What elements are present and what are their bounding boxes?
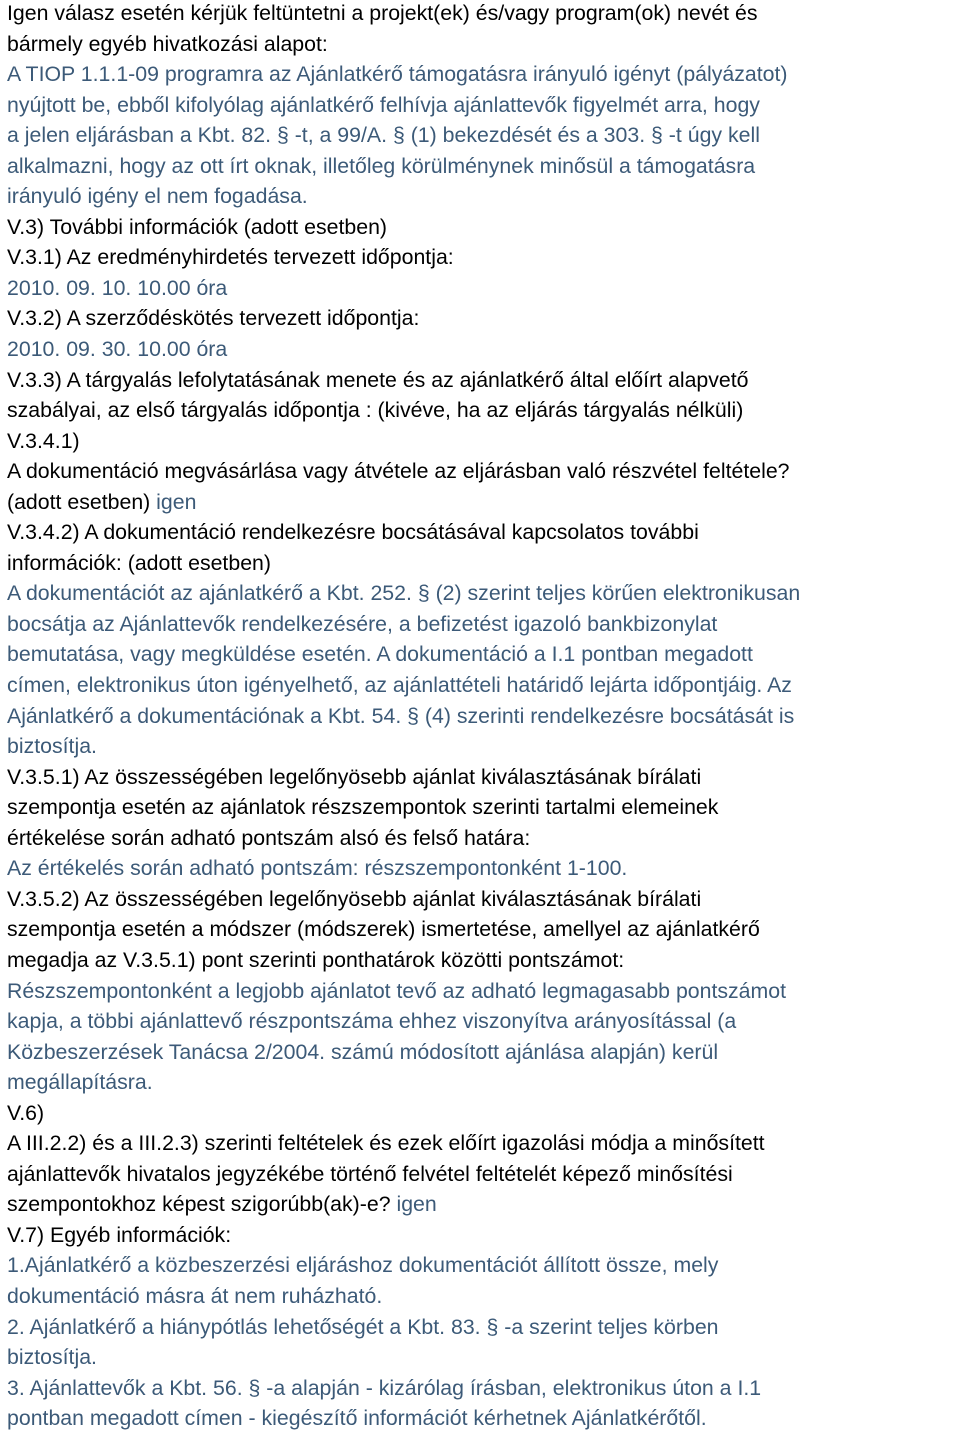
- text-line: [7, 639, 954, 670]
- form-label-text: értékelése során adható pontszám alsó és felső határa:: [7, 825, 531, 850]
- form-label-text: megadja az V.3.5.1) pont szerinti ponthatárok közötti pontszámot:: [7, 947, 625, 972]
- text-line: [7, 59, 954, 90]
- text-line: [7, 29, 954, 60]
- text-line: [7, 1128, 954, 1159]
- text-line: [7, 670, 954, 701]
- text-line: [7, 1250, 954, 1281]
- text-line: [7, 487, 954, 518]
- text-line: [7, 609, 954, 640]
- text-line: [7, 426, 954, 457]
- text-line: [7, 976, 954, 1007]
- filled-answer-text: A dokumentációt az ajánlatkérő a Kbt. 252. § (2) szerint teljes körűen elektronikusan: [7, 581, 801, 606]
- filled-answer-text: Közbeszerzések Tanácsa 2/2004. számú módosított ajánlása alapján) kerül: [7, 1039, 719, 1064]
- filled-answer-text: Ajánlatkérő a dokumentációnak a Kbt. 54. § (4) szerinti rendelkezésre bocsátását is: [7, 703, 795, 728]
- text-line: [7, 762, 954, 793]
- form-label-text: V.3) További információk (adott esetben): [7, 214, 388, 239]
- text-line: [7, 181, 954, 212]
- filled-answer-text: biztosítja.: [7, 734, 97, 759]
- filled-answer-text: dokumentáció másra át nem ruházható.: [7, 1283, 383, 1308]
- filled-answer-text: alkalmazni, hogy az ott írt oknak, illetőleg körülménynek minősül a támogatásra: [7, 153, 756, 178]
- filled-answer-text: kapja, a többi ajánlattevő részpontszáma ehhez viszonyítva arányosítással (a: [7, 1009, 737, 1034]
- filled-answer-text: 2. Ajánlatkérő a hiánypótlás lehetőségét a Kbt. 83. § -a szerint teljes körben: [7, 1314, 719, 1339]
- form-label-text: szempontja esetén a módszer (módszerek) ismertetése, amellyel az ajánlatkérő: [7, 917, 760, 942]
- text-line: [7, 1220, 954, 1251]
- form-label-text: ajánlattevők hivatalos jegyzékébe történő felvétel feltételét képező minősítési: [7, 1161, 733, 1186]
- form-label-text: (adott esetben): [7, 489, 157, 514]
- text-line: [7, 792, 954, 823]
- text-line: [7, 303, 954, 334]
- form-label-text: V.7) Egyéb információk:: [7, 1222, 232, 1247]
- filled-answer-text: bocsátja az Ajánlattevők rendelkezésére, a befizetést igazoló bankbizonylat: [7, 611, 718, 636]
- filled-answer-text: biztosítja.: [7, 1345, 97, 1370]
- text-line: [7, 1312, 954, 1343]
- filled-answer-text: pontban megadott címen - kiegészítő információt kérhetnek Ajánlatkérőtől.: [7, 1406, 707, 1431]
- text-line: [7, 517, 954, 548]
- text-line: [7, 853, 954, 884]
- text-line: [7, 914, 954, 945]
- filled-answer-text: bemutatása, vagy megküldése esetén. A dokumentáció a I.1 pontban megadott: [7, 642, 753, 667]
- text-line: [7, 701, 954, 732]
- filled-answer-text: megállapításra.: [7, 1070, 153, 1095]
- text-line: [7, 578, 954, 609]
- form-label-text: V.3.4.2) A dokumentáció rendelkezésre bocsátásával kapcsolatos további: [7, 520, 699, 545]
- form-label-text: V.3.2) A szerződéskötés tervezett időpontja:: [7, 306, 420, 331]
- form-label-text: V.3.5.1) Az összességében legelőnyösebb ajánlat kiválasztásának bírálati: [7, 764, 702, 789]
- filled-answer-text: címen, elektronikus úton igényelhető, az ajánlattételi határidő lejárta időpontjáig. Az: [7, 673, 792, 698]
- filled-answer-text: 1.Ajánlatkérő a közbeszerzési eljáráshoz dokumentációt állított össze, mely: [7, 1253, 719, 1278]
- filled-answer-text: Az értékelés során adható pontszám: részszempontonként 1-100.: [7, 856, 628, 881]
- text-line: [7, 1403, 954, 1434]
- text-line: [7, 884, 954, 915]
- form-label-text: A dokumentáció megvásárlása vagy átvétele az eljárásban való részvétel feltétele?: [7, 459, 790, 484]
- text-line: [7, 456, 954, 487]
- filled-answer-text: A TIOP 1.1.1-09 programra az Ajánlatkérő támogatásra irányuló igényt (pályázatot): [7, 62, 788, 87]
- text-line: [7, 548, 954, 579]
- text-line: [7, 242, 954, 273]
- filled-answer-text: 3. Ajánlattevők a Kbt. 56. § -a alapján - kizárólag írásban, elektronikus úton a I.1: [7, 1375, 762, 1400]
- text-line: [7, 1189, 954, 1220]
- text-line: [7, 273, 954, 304]
- text-line: [7, 1037, 954, 1068]
- text-line: [7, 1006, 954, 1037]
- text-line: [7, 365, 954, 396]
- filled-answer-text: a jelen eljárásban a Kbt. 82. § -t, a 99/A. § (1) bekezdését és a 303. § -t úgy kell: [7, 123, 760, 148]
- filled-answer-text: 2010. 09. 10. 10.00 óra: [7, 275, 228, 300]
- text-line: [7, 731, 954, 762]
- text-line: [7, 0, 954, 29]
- text-line: [7, 395, 954, 426]
- form-label-text: V.3.1) Az eredményhirdetés tervezett időpontja:: [7, 245, 454, 270]
- text-line: [7, 1373, 954, 1404]
- text-line: [7, 1098, 954, 1129]
- text-line: [7, 945, 954, 976]
- text-line: [7, 90, 954, 121]
- text-line: [7, 151, 954, 182]
- filled-answer-text: irányuló igény el nem fogadása.: [7, 184, 308, 209]
- text-line: [7, 823, 954, 854]
- filled-answer-text: nyújtott be, ebből kifolyólag ajánlatkérő felhívja ajánlattevők figyelmét arra, hogy: [7, 92, 760, 117]
- form-label-text: V.3.5.2) Az összességében legelőnyösebb ajánlat kiválasztásának bírálati: [7, 886, 702, 911]
- form-label-text: V.3.4.1): [7, 428, 80, 453]
- text-line: [7, 120, 954, 151]
- text-line: [7, 1342, 954, 1373]
- text-line: [7, 1067, 954, 1098]
- text-line: [7, 212, 954, 243]
- filled-answer-text: igen: [156, 489, 197, 514]
- filled-answer-text: igen: [396, 1192, 437, 1217]
- form-label-text: Igen válasz esetén kérjük feltüntetni a projekt(ek) és/vagy program(ok) nevét és: [7, 1, 758, 25]
- filled-answer-text: 2010. 09. 30. 10.00 óra: [7, 337, 228, 362]
- form-label-text: információk: (adott esetben): [7, 550, 271, 575]
- text-line: [7, 1281, 954, 1312]
- filled-answer-text: Részszempontonként a legjobb ajánlatot tevő az adható legmagasabb pontszámot: [7, 978, 787, 1003]
- text-line: [7, 334, 954, 365]
- form-label-text: V.6): [7, 1100, 45, 1125]
- form-label-text: V.3.3) A tárgyalás lefolytatásának menete és az ajánlatkérő által előírt alapvető: [7, 367, 749, 392]
- form-label-text: szabályai, az első tárgyalás időpontja : (kivéve, ha az eljárás tárgyalás nélküli): [7, 398, 744, 423]
- form-label-text: szempontokhoz képest szigorúbb(ak)-e?: [7, 1192, 397, 1217]
- form-label-text: bármely egyéb hivatkozási alapot:: [7, 31, 328, 56]
- form-label-text: szempontja esetén az ajánlatok részszempontok szerinti tartalmi elemeinek: [7, 795, 719, 820]
- form-label-text: A III.2.2) és a III.2.3) szerinti feltételek és ezek előírt igazolási módja a minősített: [7, 1131, 765, 1156]
- text-line: [7, 1159, 954, 1190]
